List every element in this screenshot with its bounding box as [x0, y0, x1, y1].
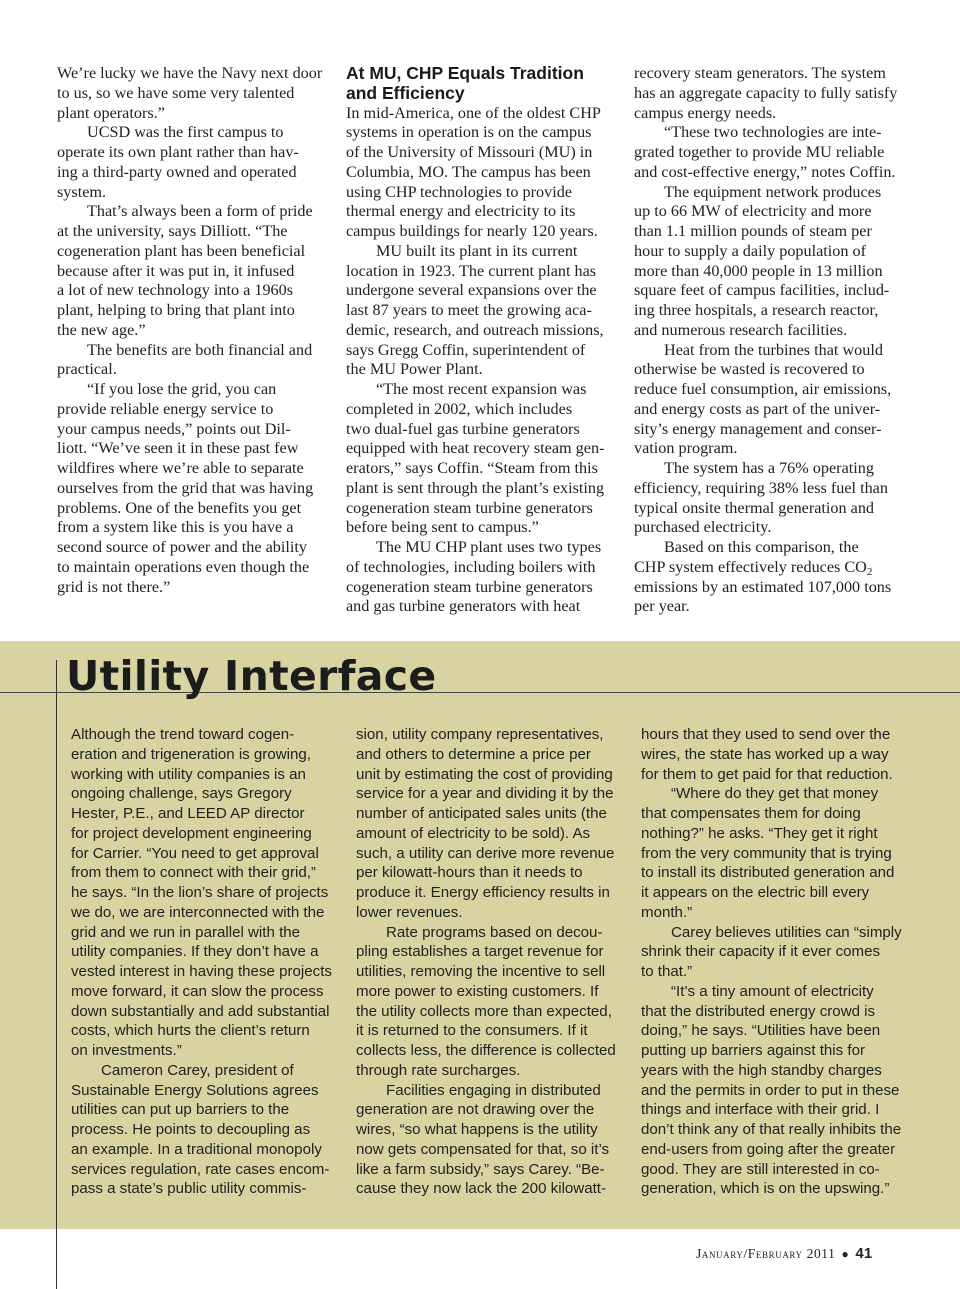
- text-line: per kilowatt-hours than it needs to: [356, 864, 583, 882]
- text-line: ongoing challenge, says Gregory: [71, 785, 292, 803]
- text-line: plant operators.”: [57, 103, 165, 122]
- text-line: now gets compensated for that, so it’s: [356, 1140, 610, 1158]
- text-line: last 87 years to meet the growing aca-: [346, 301, 592, 319]
- text-line: years with the high standby charges: [641, 1061, 882, 1079]
- text-line: to maintain operations even though the: [57, 557, 310, 576]
- text-line: Based on this comparison, the: [664, 538, 859, 556]
- text-line: Cameron Carey, president of: [101, 1061, 294, 1079]
- text-line: Columbia, MO. The campus has been: [346, 162, 591, 181]
- text-line: of technologies, including boilers with: [346, 557, 596, 576]
- page-footer: [696, 1244, 872, 1264]
- text-line: and numerous research facilities.: [634, 320, 848, 339]
- text-line: cogeneration plant has been beneficial: [57, 241, 306, 260]
- article-column-2: [346, 64, 621, 617]
- text-line: on investments.”: [71, 1042, 182, 1059]
- text-line: month.”: [641, 903, 693, 921]
- text-line: pass a state’s public utility commis-: [71, 1180, 307, 1198]
- text-line: service for a year and dividing it by the: [356, 785, 614, 803]
- text-line: Rate programs based on decou-: [386, 923, 603, 941]
- text-line: sion, utility company representatives,: [356, 726, 604, 743]
- text-line: cause they now lack the 200 kilowatt-: [356, 1180, 607, 1198]
- utility-column-3: [641, 725, 916, 1199]
- text-line: grid and we run in parallel with the: [71, 923, 301, 941]
- text-line: thermal energy and electricity to its: [346, 202, 576, 221]
- text-line: We’re lucky we have the Navy next door: [57, 64, 323, 82]
- text-line: an example. In a traditional monopoly: [71, 1140, 322, 1158]
- text-line: to that.”: [641, 963, 693, 980]
- text-line: The MU CHP plant uses two types: [376, 538, 602, 556]
- text-line: he says. “In the lion’s share of projects: [71, 884, 329, 901]
- text-line: costs, which hurts the client’s return: [71, 1022, 310, 1040]
- text-line: and energy costs as part of the univer-: [634, 399, 881, 418]
- text-line: through rate surcharges.: [356, 1061, 521, 1079]
- text-line: practical.: [57, 360, 117, 379]
- text-line: systems in operation is on the campus: [346, 123, 592, 142]
- section-heading-line: At MU, CHP Equals Tradition: [346, 63, 584, 83]
- text-line: otherwise be wasted is recovered to: [634, 360, 865, 379]
- text-line: lower revenues.: [356, 903, 463, 921]
- text-line: generation are not drawing over the: [356, 1101, 595, 1119]
- text-line: that the distributed energy crowd is: [641, 1002, 876, 1020]
- text-line: working with utility companies is an: [71, 765, 306, 783]
- text-line: In mid-America, one of the oldest CHP: [346, 103, 601, 122]
- co2-subscript: 2: [866, 565, 873, 578]
- text-line: purchased electricity.: [634, 518, 772, 537]
- article-column-3-tail: [634, 578, 909, 618]
- text-line: and cost-effective energy,” notes Coffin.: [634, 162, 896, 181]
- text-line: completed in 2002, which includes: [346, 399, 573, 418]
- text-line: utilities can put up barriers to the: [71, 1101, 290, 1119]
- utility-interface-title: Utility Interface: [66, 652, 437, 700]
- text-line: reduce fuel consumption, air emissions,: [634, 380, 892, 398]
- text-line: before being sent to campus.”: [346, 518, 539, 537]
- text-line: services regulation, rate cases encom-: [71, 1160, 330, 1178]
- utility-column-1: [71, 725, 346, 1199]
- text-line: from the very community that is trying: [641, 844, 892, 862]
- footer-bullet: ●: [841, 1247, 850, 1261]
- text-line: number of anticipated sales units (the: [356, 805, 607, 822]
- text-line: plant is sent through the plant’s existing: [346, 478, 605, 497]
- text-line: your campus needs,” points out Dil-: [57, 419, 291, 438]
- text-line: The system has a 76% operating: [664, 459, 874, 477]
- text-line: to install its distributed generation and: [641, 864, 895, 882]
- page-number: 41: [855, 1245, 873, 1262]
- text-line: hour to supply a daily population of: [634, 241, 866, 260]
- text-line: recovery steam generators. The system: [634, 64, 886, 82]
- text-line: wires, the state has worked up a way: [641, 745, 889, 763]
- text-line: for them to get paid for that reduction.: [641, 765, 893, 783]
- text-line: a lot of new technology into a 1960s: [57, 281, 294, 300]
- text-line: campus buildings for nearly 120 years.: [346, 222, 598, 240]
- text-line: and the permits in order to put in these: [641, 1081, 900, 1099]
- text-line: cogeneration steam turbine generators: [346, 498, 593, 517]
- text-line: ing a third-party owned and operated: [57, 162, 297, 181]
- text-line: to us, so we have some very talented: [57, 83, 295, 102]
- text-line: the new age.”: [57, 320, 146, 339]
- utility-column-2: [356, 725, 631, 1199]
- co2-line-text: CHP system effectively reduces CO: [634, 557, 867, 576]
- article-column-1: [57, 64, 332, 597]
- text-line: putting up barriers against this for: [641, 1042, 866, 1059]
- text-line: and others to determine a price per: [356, 745, 591, 763]
- text-line: utility companies. If they don’t have a: [71, 943, 319, 961]
- text-line: because after it was put in, it infused: [57, 261, 295, 280]
- text-line: doing,” he says. “Utilities have been: [641, 1022, 881, 1040]
- text-line: generation, which is on the upswing.”: [641, 1180, 890, 1198]
- text-line: collects less, the difference is collected: [356, 1042, 616, 1059]
- text-line: two dual-fuel gas turbine generators: [346, 419, 580, 438]
- text-line: The benefits are both financial and: [87, 340, 313, 359]
- issue-date: January/February 2011: [696, 1246, 836, 1261]
- text-line: per year.: [634, 597, 690, 616]
- text-line: “The most recent expansion was: [376, 380, 587, 398]
- text-line: Sustainable Energy Solutions agrees: [71, 1081, 319, 1099]
- text-line: vested interest in having these projects: [71, 963, 332, 980]
- article-column-3-body: [634, 64, 909, 558]
- text-line: ourselves from the grid that was having: [57, 478, 314, 497]
- text-line: has an aggregate capacity to fully satisfy: [634, 83, 898, 102]
- text-line: campus energy needs.: [634, 103, 777, 122]
- text-line: pling establishes a target revenue for: [356, 943, 604, 961]
- text-line: square feet of campus facilities, includ-: [634, 281, 890, 300]
- text-line: provide reliable energy service to: [57, 399, 274, 418]
- section-heading-mu: [346, 64, 621, 104]
- text-line: amount of electricity to be sold). As: [356, 824, 591, 842]
- text-line: Carey believes utilities can “simply: [671, 923, 902, 941]
- text-line: MU built its plant in its current: [376, 241, 578, 260]
- text-line: grated together to provide MU reliable: [634, 143, 885, 161]
- text-line: wildfires where we’re able to separate: [57, 459, 304, 477]
- text-line: move forward, it can slow the process: [71, 982, 324, 1000]
- text-line: “These two technologies are inte-: [664, 123, 882, 142]
- text-line: operate its own plant rather than hav-: [57, 143, 299, 161]
- text-line: such, a utility can derive more revenue: [356, 844, 615, 862]
- text-line: ing three hospitals, a research reactor,: [634, 301, 879, 319]
- text-line: plant, helping to bring that plant into: [57, 301, 295, 319]
- text-line: That’s always been a form of pride: [87, 202, 313, 221]
- text-line: efficiency, requiring 38% less fuel than: [634, 478, 888, 497]
- text-line: for Carrier. “You need to get approval: [71, 844, 319, 862]
- text-line: wires, “so what happens is the utility: [356, 1121, 598, 1138]
- text-line: eration and trigeneration is growing,: [71, 745, 311, 763]
- text-line: sity’s energy management and conser-: [634, 419, 882, 438]
- text-line: problems. One of the benefits you get: [57, 498, 302, 517]
- text-line: more than 40,000 people in 13 million: [634, 261, 883, 280]
- text-line: it is returned to the consumers. If it: [356, 1022, 588, 1040]
- text-line: location in 1923. The current plant has: [346, 261, 597, 280]
- text-line: system.: [57, 182, 107, 201]
- article-column-3: [634, 64, 909, 617]
- text-line: from them to connect with their grid,”: [71, 864, 316, 882]
- text-line: down substantially and add substantial: [71, 1002, 330, 1020]
- text-line: for project development engineering: [71, 824, 312, 842]
- text-line: good. They are still interested in co-: [641, 1160, 880, 1178]
- text-line: typical onsite thermal generation and: [634, 498, 875, 517]
- text-line: erators,” says Coffin. “Steam from this: [346, 459, 598, 477]
- text-line: “If you lose the grid, you can: [87, 380, 277, 398]
- text-line: don’t think any of that really inhibits the: [641, 1121, 902, 1138]
- text-line: process. He points to decoupling as: [71, 1121, 311, 1138]
- text-line: the utility collects more than expected,: [356, 1002, 612, 1020]
- text-line: vation program.: [634, 439, 738, 458]
- text-line: up to 66 MW of electricity and more: [634, 202, 872, 221]
- text-line: The equipment network produces: [664, 182, 882, 201]
- text-line: Heat from the turbines that would: [664, 340, 883, 359]
- text-line: grid is not there.”: [57, 577, 171, 596]
- text-line: utilities, removing the incentive to sell: [356, 963, 606, 980]
- section-heading-line: and Efficiency: [346, 82, 465, 103]
- text-line: and gas turbine generators with heat: [346, 597, 581, 616]
- text-line: the MU Power Plant.: [346, 360, 483, 379]
- text-line: produce it. Energy efficiency results in: [356, 884, 610, 901]
- text-line: says Gregg Coffin, superintendent of: [346, 340, 586, 359]
- text-line: undergone several expansions over the: [346, 281, 597, 300]
- text-line: Although the trend toward cogen-: [71, 726, 295, 743]
- text-line: things and interface with their grid. I: [641, 1101, 880, 1119]
- text-line: end-users from going after the greater: [641, 1140, 896, 1158]
- text-line: demic, research, and outreach missions,: [346, 320, 604, 339]
- article-column-2-body: [346, 104, 621, 618]
- text-line: Hester, P.E., and LEED AP director: [71, 805, 305, 822]
- text-line: unit by estimating the cost of providing: [356, 765, 613, 783]
- text-line: “It’s a tiny amount of electricity: [671, 982, 874, 1000]
- text-line: like a farm subsidy,” says Carey. “Be-: [356, 1160, 605, 1178]
- text-line: “Where do they get that money: [671, 785, 879, 803]
- text-line: more power to existing customers. If: [356, 982, 599, 1000]
- text-line: second source of power and the ability: [57, 538, 307, 556]
- text-line: we do, we are interconnected with the: [71, 903, 325, 921]
- title-rule-vertical: [56, 660, 57, 1289]
- text-line: equipped with heat recovery steam gen-: [346, 439, 605, 458]
- text-line: liott. “We’ve seen it in these past few: [57, 439, 299, 458]
- text-line: at the university, says Dilliott. “The: [57, 222, 288, 240]
- co2-line: [634, 558, 909, 578]
- text-line: of the University of Missouri (MU) in: [346, 143, 593, 161]
- text-line: than 1.1 million pounds of steam per: [634, 222, 872, 240]
- text-line: using CHP technologies to provide: [346, 182, 573, 201]
- text-line: Facilities engaging in distributed: [386, 1081, 601, 1099]
- text-line: it appears on the electric bill every: [641, 884, 870, 901]
- text-line: from a system like this is you have a: [57, 518, 294, 537]
- text-line: UCSD was the first campus to: [87, 123, 284, 142]
- text-line: that compensates them for doing: [641, 805, 861, 822]
- text-line: cogeneration steam turbine generators: [346, 577, 593, 596]
- text-line: shrink their capacity if it ever comes: [641, 943, 881, 961]
- text-line: hours that they used to send over the: [641, 726, 891, 743]
- text-line: emissions by an estimated 107,000 tons: [634, 577, 892, 596]
- text-line: nothing?” he asks. “They get it right: [641, 824, 878, 842]
